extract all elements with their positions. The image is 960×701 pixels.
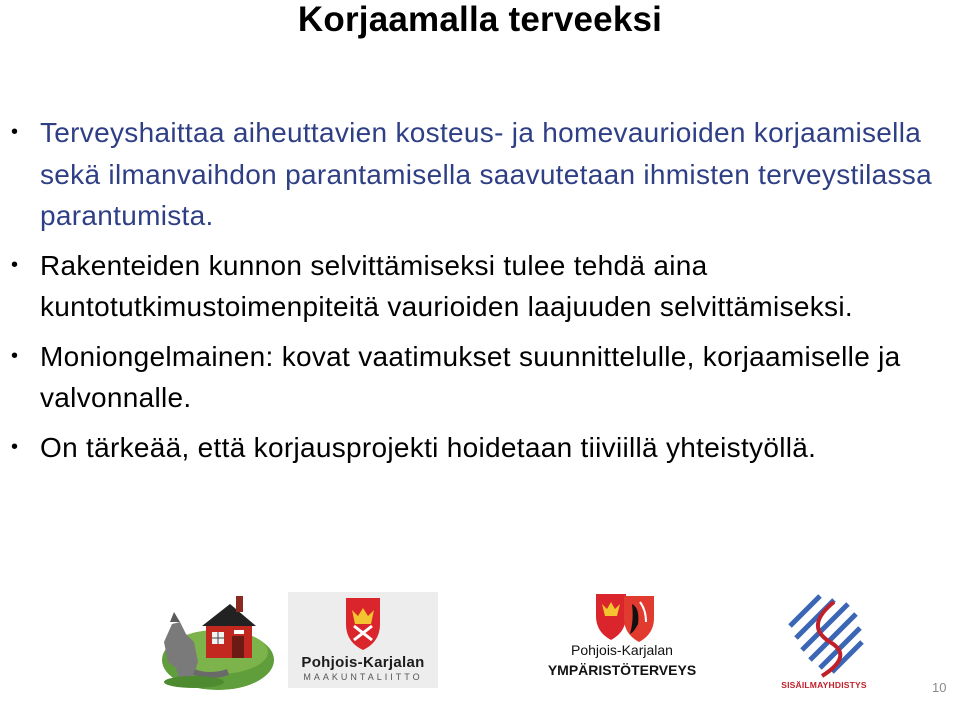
pohjois-karjalan-maakuntaliitto-logo — [288, 592, 438, 688]
bullet-marker: • — [11, 435, 19, 458]
bullet-marker: • — [11, 253, 19, 276]
bullet-text: Rakenteiden kunnon selvittämiseksi tulee tehdä aina kuntotutkimustoimenpiteitä vaurioiden laajuuden selvittämiseksi. — [40, 249, 853, 322]
logo-text: Pohjois-Karjalan — [571, 642, 673, 658]
bullet-text: On tärkeää, että korjausprojekti hoidetaan tiiviillä yhteistyöllä. — [40, 431, 817, 463]
slide-title: Korjaamalla terveeksi — [297, 0, 663, 39]
bullet-text: Moniongelmainen: kovat vaatimukset suunnittelulle, korjaamiselle ja valvonnalle. — [40, 340, 901, 413]
logo-subtext: YMPÄRISTÖTERVEYS — [547, 662, 697, 678]
cottage-logo-graphic — [150, 582, 278, 694]
logo-text: SISÄILMAYHDISTYS — [781, 680, 867, 690]
bullet-item — [0, 245, 960, 328]
bullet-marker: • — [11, 344, 19, 367]
page-number: 10 — [932, 680, 947, 695]
red-cottage-wolf-icon — [150, 582, 278, 694]
striped-diamond-icon — [776, 586, 872, 678]
twin-shields-icon — [540, 590, 704, 646]
logo-text: Pohjois-Karjalan — [301, 654, 425, 671]
bullet-item — [0, 336, 960, 419]
bullet-list — [0, 112, 960, 468]
sisailmayhdistys-logo — [776, 586, 872, 698]
bullet-text: Terveyshaittaa aiheuttavien kosteus- ja homevaurioiden korjaamisella sekä ilmanvaihdon parantamisella saavutetaan ihmisten terveystilassa parantumista. — [40, 117, 932, 231]
bullet-item — [0, 427, 960, 469]
ymparistoterveys-logo — [540, 590, 704, 690]
bullet-item — [0, 112, 960, 237]
logo-subtext: MAAKUNTALIITTO — [303, 672, 423, 682]
bullet-marker: • — [11, 121, 19, 143]
